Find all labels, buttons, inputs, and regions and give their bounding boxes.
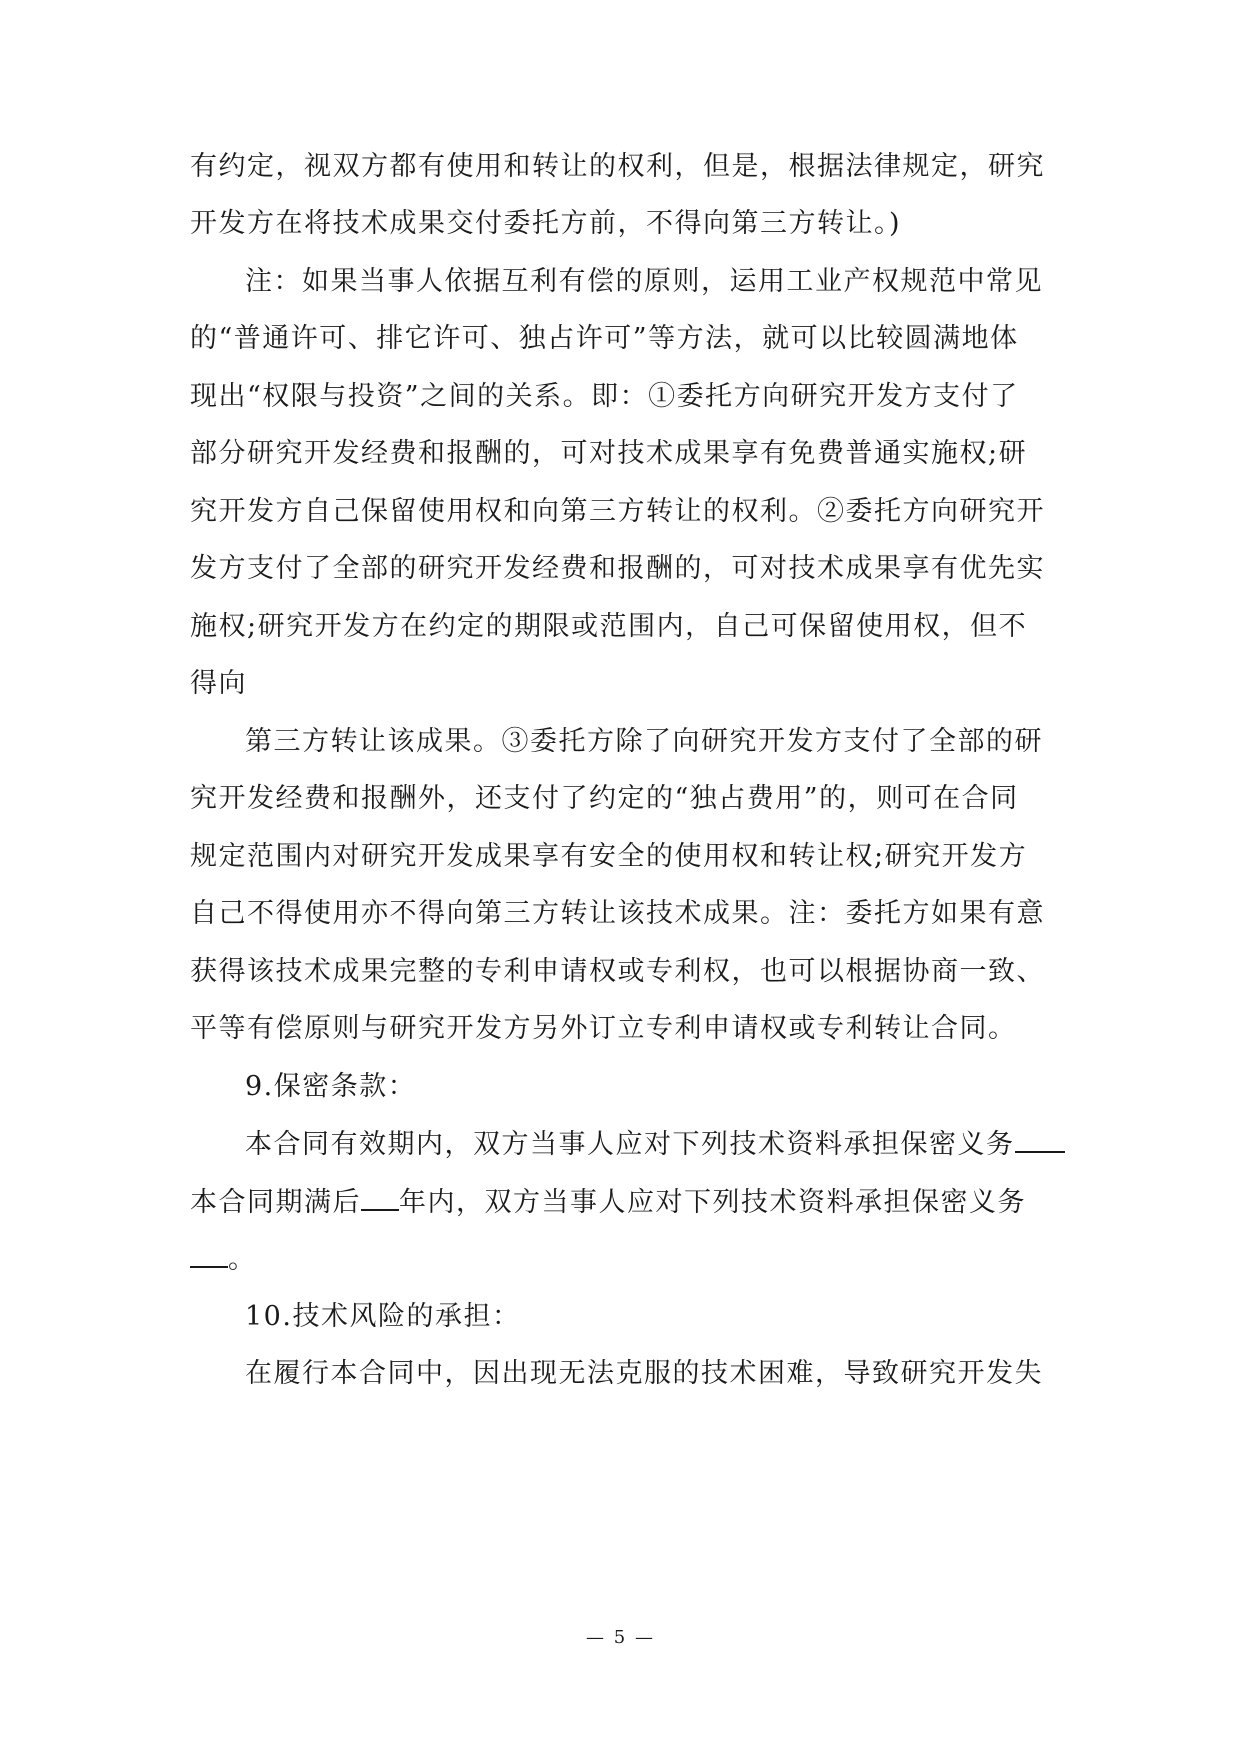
text-line: 得向 [190,668,247,699]
text-line: 施权;研究开发方在约定的期限或范围内，自己可保留使用权，但不 [190,611,1028,642]
fill-in-blank[interactable] [1015,1127,1065,1153]
text-line: 发方支付了全部的研究开发经费和报酬的，可对技术成果享有优先实 [190,553,1045,584]
text-line: 获得该技术成果完整的专利申请权或专利权，也可以根据协商一致、 [190,956,1045,987]
paragraph-start: 第三方转让该成果。③委托方除了向研究开发方支付了全部的研 [245,726,1043,757]
text-line: 究开发经费和报酬外，还支付了约定的“独占费用”的，则可在合同 [190,783,1019,814]
text-line: 有约定，视双方都有使用和转让的权利，但是，根据法律规定，研究 [190,151,1045,182]
clause-text: 。 [228,1244,257,1275]
section-heading-confidentiality: 9.保密条款： [245,1071,417,1102]
text-line: 规定范围内对研究开发成果享有安全的使用权和转让权;研究开发方 [190,841,1028,872]
clause-text: 本合同期满后 [190,1187,361,1218]
text-line: 究开发方自己保留使用权和向第三方转让的权利。②委托方向研究开 [190,496,1045,527]
section-heading-technical-risk: 10.技术风险的承担： [245,1301,521,1332]
text-line: 的“普通许可、排它许可、独占许可”等方法，就可以比较圆满地体 [190,323,1019,354]
text-line: 现出“权限与投资”之间的关系。即：①委托方向研究开发方支付了 [190,381,1019,412]
text-line: 部分研究开发经费和报酬的，可对技术成果享有免费普通实施权;研 [190,438,1028,469]
fill-in-blank[interactable] [190,1242,228,1268]
clause-text: 本合同有效期内，双方当事人应对下列技术资料承担保密义务 [245,1129,1015,1160]
confidentiality-clause-line [245,1127,1065,1162]
paragraph-start: 在履行本合同中，因出现无法克服的技术困难，导致研究开发失 [245,1358,1043,1389]
text-line: 自己不得使用亦不得向第三方转让该技术成果。注：委托方如果有意 [190,898,1045,929]
years-blank[interactable] [361,1185,399,1211]
confidentiality-end-line [190,1242,257,1277]
text-line: 平等有偿原则与研究开发方另外订立专利申请权或专利转让合同。 [190,1013,1017,1044]
note-paragraph-start: 注：如果当事人依据互利有偿的原则，运用工业产权规范中常见 [245,266,1043,297]
text-line: 开发方在将技术成果交付委托方前，不得向第三方转让。) [190,208,902,239]
confidentiality-term-line [190,1185,1026,1220]
page-number: — 5 — [586,1627,655,1648]
clause-text: 年内，双方当事人应对下列技术资料承担保密义务 [399,1187,1026,1218]
